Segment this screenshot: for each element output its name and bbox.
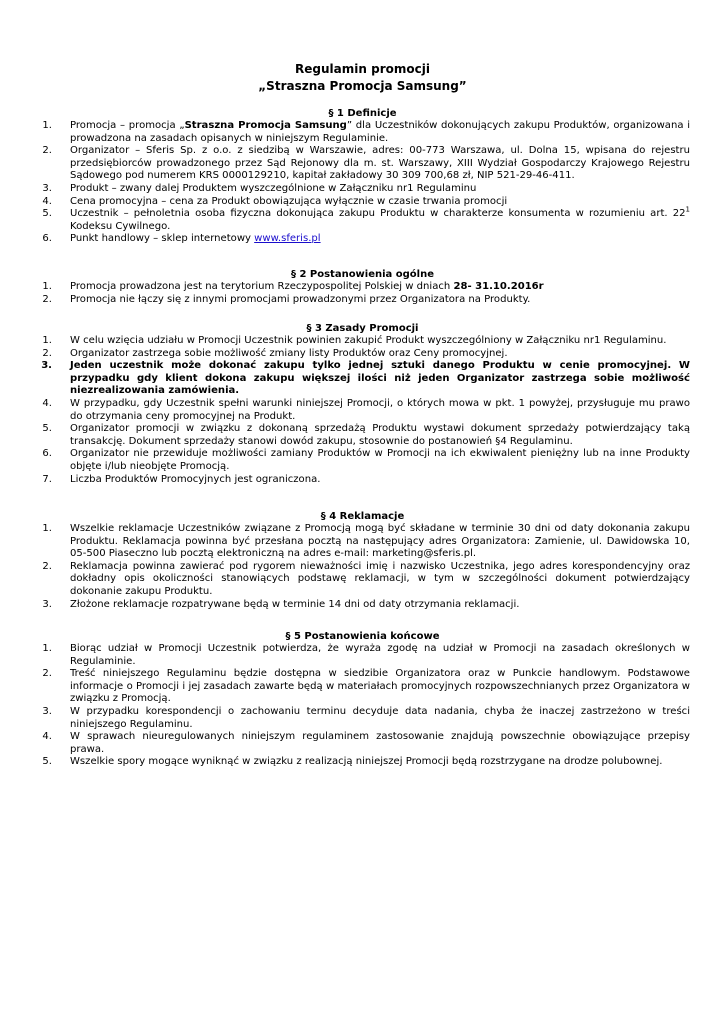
list-item: 3. Złożone reklamacje rozpatrywane będą w terminie 14 dni od daty otrzymania reklamacji.	[42, 598, 520, 610]
complaints-list	[22, 523, 690, 611]
promotion-rules-list	[22, 335, 690, 486]
section-heading-complaints: § 4 Reklamacje	[320, 511, 405, 522]
general-provisions-list	[22, 281, 690, 306]
list-item: 6. Organizator nie przewiduje możliwości zamiany Produktów w Promocji na ich ekwiwalent pieniężny lub na inne Produkty objęte i/lub nieobjęte Promocją.	[42, 448, 690, 472]
section-heading-promotion-rules: § 3 Zasady Promocji	[306, 323, 419, 334]
list-item: 1. Biorąc udział w Promocji Uczestnik potwierdza, że wyraża zgodę na udział w Promocji na zasadach określonych w Regulaminie.	[42, 643, 690, 667]
list-item: 2. Treść niniejszego Regulaminu będzie dostępna w siedzibie Organizatora oraz w Punkcie handlowym. Podstawowe informacje o Promocji i jej zasadach zawarte będą w materiałach promocyjnych rozpowszechnianych przez Organizatora w związku z Promocją.	[42, 668, 690, 705]
list-item: 1. W celu wzięcia udziału w Promocji Uczestnik powinien zakupić Produkt wyszczególniony w Załączniku nr1 Regulaminu.	[42, 335, 667, 346]
section-heading-definitions: § 1 Definicje	[328, 108, 397, 119]
section-heading-final-provisions: § 5 Postanowienia końcowe	[285, 631, 440, 642]
list-item: 1. Wszelkie reklamacje Uczestników związane z Promocją mogą być składane w terminie 30 dni od daty dokonania zakupu Produktu. Reklamacja powinna być przesłana pocztą na następujący adres Organizatora: Zamienie, ul. Dawidowska 10, 05-500 Piaseczno lub pocztą elektroniczną na adres e-mail: marketing@sferis.pl.	[42, 523, 690, 560]
list-item: 2. Reklamacja powinna zawierać pod rygorem nieważności imię i nazwisko Uczestnika, jego adres korespondencyjny oraz dokładny opis okoliczności stanowiących podstawę reklamacji, w tym w szczególności dokument potwierdzający dokonanie zakupu Produktu.	[42, 560, 690, 597]
list-item: 2. Organizator zastrzega sobie możliwość zmiany listy Produktów oraz Ceny promocyjnej.	[42, 347, 508, 359]
list-item: 5. Organizator promocji w związku z dokonaną sprzedażą Produktu wystawi dokument sprzedaży potwierdzający taką transakcję. Dokument sprzedaży stanowi dowód zakupu, stosownie do postanowień §4 Regulaminu.	[42, 423, 690, 447]
section-heading-general-provisions: § 2 Postanowienia ogólne	[290, 269, 435, 280]
document-title: Regulamin promocji	[295, 62, 430, 76]
definitions-list	[22, 120, 690, 246]
sferis-website-link[interactable]: www.sferis.pl	[254, 233, 321, 245]
list-item: 1. Promocja prowadzona jest na terytorium Rzeczypospolitej Polskiej w dniach 28- 31.10.2016r	[42, 281, 544, 292]
list-item: 4. W sprawach nieuregulowanych niniejszym regulaminem zastosowanie znajdują powszechnie obowiązujące przepisy prawa.	[42, 731, 690, 755]
list-item: 6. Punkt handlowy – sklep internetowy www.sferis.pl	[42, 233, 321, 245]
list-item: 2. Promocja nie łączy się z innymi promocjami prowadzonymi przez Organizatora na Produkty.	[42, 293, 531, 305]
list-item: 7. Liczba Produktów Promocyjnych jest ograniczona.	[42, 473, 321, 485]
final-provisions-list	[22, 643, 690, 769]
list-item: 3. Jeden uczestnik może dokonać zakupu tylko jednej sztuki danego Produktu w cenie promocyjnej. W przypadku gdy klient dokona zakupu większej ilości niż jeden Organizator zastrzega sobie możliwość niezrealizowania zamówienia.	[41, 360, 690, 397]
list-item: 5. Uczestnik – pełnoletnia osoba fizyczna dokonująca zakupu Produktu w charakterze konsumenta w rozumieniu art. $22^1$ Kodeksu Cywilnego.	[42, 205, 690, 232]
document-subtitle: „Straszna Promocja Samsung”	[258, 79, 467, 93]
list-item: 1. Promocja – promocja „Straszna Promocja Samsung” dla Uczestników dokonujących zakupu Produktów, organizowana i prowadzona na zasadach opisanych w niniejszym Regulaminie.	[42, 120, 690, 144]
list-item: 2. Organizator – Sferis Sp. z o.o. z siedzibą w Warszawie, adres: 00-773 Warszawa, ul. Dolna 15, wpisana do rejestru przedsiębiorców prowadzonego przez Sąd Rejonowy dla m. st. Warszawy, XIII Wydział Gospodarczy Krajowego Rejestru Sądowego pod numerem KRS 0000129210, kapitał zakładowy 30 309 700,68 zł, NIP 521-29-46-411.	[42, 145, 690, 182]
list-item: 4. W przypadku, gdy Uczestnik spełni warunki niniejszej Promocji, o których mowa w pkt. 1 powyżej, przysługuje mu prawo do otrzymania ceny promocyjnej na Produkt.	[42, 397, 690, 422]
list-item: 4. Cena promocyjna – cena za Produkt obowiązująca wyłącznie w czasie trwania promocji	[42, 195, 508, 207]
list-item: 3. W przypadku korespondencji o zachowaniu terminu decyduje data nadania, chyba że inaczej zastrzeżono w treści niniejszego Regulaminu.	[42, 705, 690, 730]
list-item: 5. Wszelkie spory mogące wyniknąć w związku z realizacją niniejszej Promocji będą rozstrzygane na drodze polubownej.	[42, 756, 663, 768]
list-item: 3. Produkt – zwany dalej Produktem wyszczególnione w Załączniku nr1 Regulaminu	[42, 182, 477, 194]
